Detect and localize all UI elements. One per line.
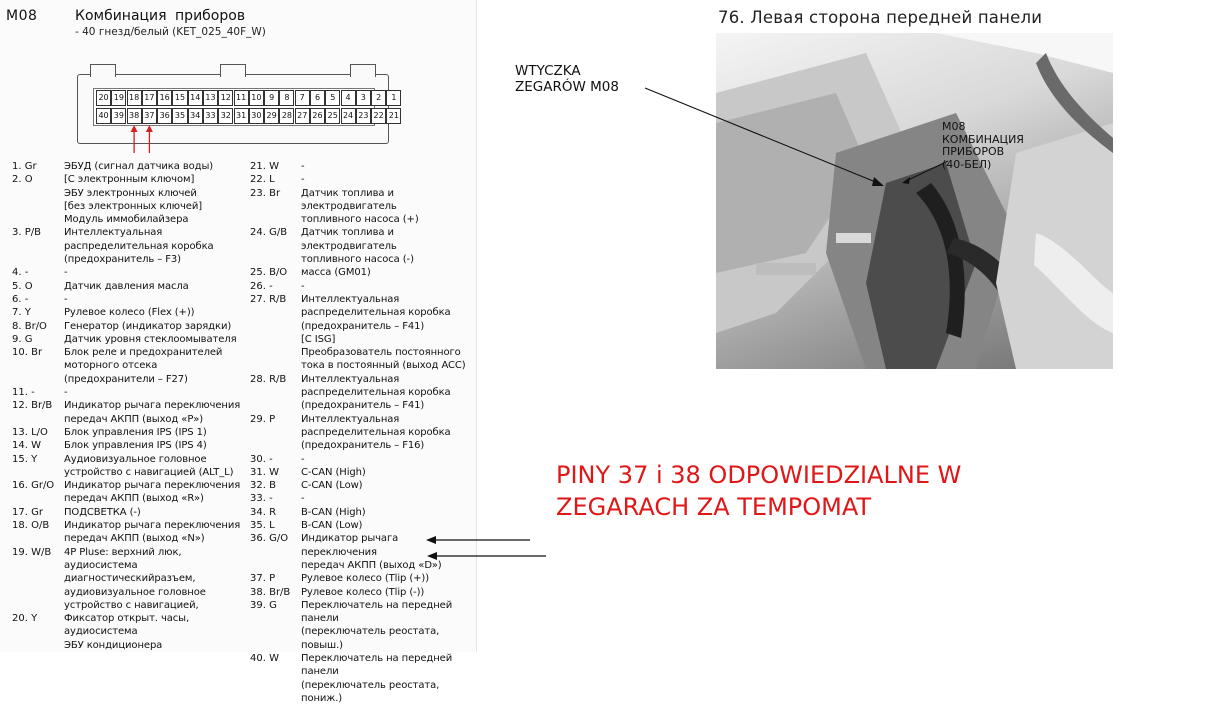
connector-pin: 25 xyxy=(325,108,340,124)
pin-number: 12. Br/B xyxy=(12,400,53,412)
connector-pin: 14 xyxy=(188,90,203,106)
connector-pin: 35 xyxy=(172,108,187,124)
photo-callout-m08: M08 КОМБИНАЦИЯ ПРИБОРОВ (40-БЕЛ) xyxy=(942,120,1024,171)
connector-pin: 4 xyxy=(341,90,356,106)
pin-description: Датчик топлива и электродвигатель топливного насоса (+) xyxy=(301,187,419,226)
connector-pin: 8 xyxy=(279,90,294,106)
connector-pin: 38 xyxy=(127,108,142,124)
pin-number: 14. W xyxy=(12,440,41,452)
pin-number: 4. - xyxy=(12,267,29,279)
pin-number: 35. L xyxy=(250,520,275,532)
pin-entry xyxy=(12,320,252,333)
pin-entry xyxy=(12,426,252,439)
dashboard-photo xyxy=(716,33,1113,369)
pin-entry xyxy=(250,413,476,453)
pin-number: 11. - xyxy=(12,387,35,399)
connector-pin: 40 xyxy=(96,108,111,124)
connector-pin: 32 xyxy=(218,108,233,124)
pin-entry xyxy=(250,173,476,186)
pin-description: B-CAN (High) xyxy=(301,506,366,518)
pin-number: 21. W xyxy=(250,161,279,172)
photo-title: 76. Левая сторона передней панели xyxy=(718,8,1043,27)
pin-number: 40. W xyxy=(250,652,279,664)
pin-description: Интеллектуальная распределительная коробка (предохранитель – F41) xyxy=(301,373,451,412)
connector-pin: 6 xyxy=(310,90,325,106)
pin-number: 26. - xyxy=(250,280,273,292)
pin-entry xyxy=(250,519,476,532)
pin-entry xyxy=(12,306,252,319)
pin-description: B-CAN (Low) xyxy=(301,520,363,532)
connector-pin: 21 xyxy=(386,108,401,124)
pin-entry xyxy=(250,599,476,652)
pin-entry xyxy=(12,479,252,506)
pin-description: 4P Pluse: верхний люк, аудиосистема диагностическийразъем, аудиовизуальное головное устройство с навигацией, xyxy=(64,546,206,611)
pin-entry xyxy=(12,226,252,266)
dashboard-photo-illustration xyxy=(716,33,1113,369)
pin-description: масса (GM01) xyxy=(301,267,371,279)
connector-pin: 16 xyxy=(157,90,172,106)
pin-number: 20. Y xyxy=(12,613,38,625)
connector-pin: 31 xyxy=(234,108,249,124)
pin-number: 19. W/B xyxy=(12,546,52,558)
pin-description: Индикатор рычага переключения передач АКПП (выход «N») xyxy=(64,520,241,545)
pinout-document xyxy=(0,0,477,704)
pin-entry xyxy=(12,386,252,399)
pin-entry xyxy=(12,612,252,652)
connector-pin: 24 xyxy=(341,108,356,124)
pin-row-top xyxy=(96,90,402,106)
pin-entry xyxy=(12,506,252,519)
pin-number: 34. R xyxy=(250,506,277,518)
pin-description: Блок реле и предохранителей моторного отсека (предохранители – F27) xyxy=(64,347,223,385)
pin-number: 10. Br xyxy=(12,347,43,359)
pin-entry xyxy=(12,399,252,426)
connector-pin: 27 xyxy=(295,108,310,124)
pin-entry xyxy=(12,439,252,452)
pin-number: 15. Y xyxy=(12,453,38,465)
pin-description: Интеллектуальная распределительная коробка (предохранитель – F3) xyxy=(64,227,214,266)
pin-number: 3. P/B xyxy=(12,227,41,239)
connector-code: M08 xyxy=(6,8,38,24)
connector-pin: 34 xyxy=(188,108,203,124)
wtyczka-label xyxy=(515,63,619,95)
connector-pin: 22 xyxy=(371,108,386,124)
pin-number: 37. P xyxy=(250,573,276,585)
pin-description: Переключатель на передней панели (переключатель реостата, пониж.) xyxy=(301,652,453,704)
pin-entry xyxy=(250,572,476,585)
pin-description: - xyxy=(64,387,68,399)
pin-number: 9. G xyxy=(12,333,33,345)
connector-pin: 36 xyxy=(157,108,172,124)
connector-pin: 1 xyxy=(386,90,401,106)
connector-pin: 20 xyxy=(96,90,111,106)
pin-description: C-CAN (Low) xyxy=(301,480,363,492)
pin-description: [С электронным ключом] ЭБУ электронных ключей [без электронных ключей] Модуль иммобилайзера xyxy=(64,174,203,226)
pin-number: 36. G/O xyxy=(250,533,289,545)
connector-pin: 37 xyxy=(142,108,157,124)
pin-description: - xyxy=(301,161,305,172)
pin-entry xyxy=(250,586,476,599)
connector-pin: 30 xyxy=(249,108,264,124)
pin-description: Блок управления IPS (IPS 4) xyxy=(64,440,207,452)
pin-entry xyxy=(250,453,476,466)
pin-number: 27. R/B xyxy=(250,293,287,305)
pin-description: C-CAN (High) xyxy=(301,466,366,478)
pin-entry xyxy=(250,187,476,227)
pin-list-right xyxy=(250,160,476,705)
pin-number: 13. L/O xyxy=(12,426,48,438)
connector-pin: 2 xyxy=(371,90,386,106)
pin-number: 23. Br xyxy=(250,187,281,199)
connector-pin: 10 xyxy=(249,90,264,106)
pin-description: ЭБУД (сигнал датчика воды) xyxy=(64,161,214,172)
pin-number: 24. G/B xyxy=(250,227,288,239)
connector-pin: 23 xyxy=(356,108,371,124)
pin-number: 25. B/O xyxy=(250,267,288,279)
pin-entry xyxy=(250,652,476,705)
pin-description: Интеллектуальная распределительная коробка (предохранитель – F41) [С ISG] Преобразователь постоянного тока в постоянный (выход ACC) xyxy=(301,293,466,372)
pin-description: ПОДСВЕТКА (-) xyxy=(64,506,141,518)
connector-pin: 28 xyxy=(279,108,294,124)
connector-pin: 7 xyxy=(295,90,310,106)
pin-entry xyxy=(12,519,252,546)
pin-entry xyxy=(250,492,476,505)
connector-pin: 33 xyxy=(203,108,218,124)
pin-number: 7. Y xyxy=(12,307,31,319)
pin-number: 1. Gr xyxy=(12,161,37,172)
connector-pin: 12 xyxy=(218,90,233,106)
pin-entry xyxy=(12,453,252,480)
pin-description: Индикатор рычага переключения передач АКПП (выход «P») xyxy=(64,400,241,425)
pin-description: Рулевое колесо (Tlip (-)) xyxy=(301,586,425,598)
pin-number: 18. O/B xyxy=(12,520,50,532)
pin-number: 6. - xyxy=(12,293,29,305)
pin-number: 29. P xyxy=(250,413,276,425)
pin-description: Рулевое колесо (Tlip (+)) xyxy=(301,573,430,585)
connector-pin: 19 xyxy=(111,90,126,106)
pin-description: Индикатор рычага переключения передач АКПП (выход «D») xyxy=(301,533,442,571)
pin-number: 8. Br/O xyxy=(12,320,47,332)
connector-pin: 5 xyxy=(325,90,340,106)
connector-pin: 15 xyxy=(172,90,187,106)
pin-entry xyxy=(12,160,252,173)
connector-pin: 18 xyxy=(127,90,142,106)
pin-description: Рулевое колесо (Flex (+)) xyxy=(64,307,195,319)
pin-entry xyxy=(12,546,252,612)
pin-number: 17. Gr xyxy=(12,506,43,518)
pin-number: 39. G xyxy=(250,599,277,611)
pin-description: - xyxy=(301,280,305,292)
pin-description: Блок управления IPS (IPS 1) xyxy=(64,426,207,438)
pin-number: 30. - xyxy=(250,453,273,465)
connector-pin: 11 xyxy=(234,90,249,106)
pin-entry xyxy=(12,346,252,386)
pin-number: 5. O xyxy=(12,280,33,292)
pin-entry xyxy=(12,280,252,293)
connector-latch-left xyxy=(90,64,116,77)
pin-number: 33. - xyxy=(250,493,273,505)
connector-pin: 29 xyxy=(264,108,279,124)
pin-entry xyxy=(250,532,476,572)
pin-row-bottom xyxy=(96,108,402,124)
pin-description: - xyxy=(64,293,68,305)
connector-latch-right xyxy=(350,64,376,77)
pin-entry xyxy=(12,333,252,346)
pin-entry xyxy=(12,293,252,306)
pin-description: Фиксатор открыт. часы, аудиосистема ЭБУ кондиционера xyxy=(64,613,190,651)
pin-entry xyxy=(12,266,252,279)
connector-latch-middle xyxy=(220,64,246,77)
connector-pin: 17 xyxy=(142,90,157,106)
pin-entry xyxy=(250,373,476,413)
pin-description: Интеллектуальная распределительная коробка (предохранитель – F16) xyxy=(301,413,451,452)
connector-pin: 9 xyxy=(264,90,279,106)
pin-description: - xyxy=(64,267,68,279)
pin-entry xyxy=(250,266,476,279)
wtyczka-label-line1: WTYCZKA xyxy=(515,63,581,79)
pin-entry xyxy=(250,226,476,266)
pin-description: Датчик уровня стеклоомывателя xyxy=(64,333,237,345)
connector-pin: 39 xyxy=(111,108,126,124)
pin-entry xyxy=(250,293,476,373)
pin-list-left xyxy=(12,160,252,652)
pin-number: 31. W xyxy=(250,466,279,478)
connector-pin: 26 xyxy=(310,108,325,124)
tempomat-note: PINY 37 i 38 ODPOWIEDZIALNE W ZEGARACH ZA TEMPOMAT xyxy=(556,461,962,521)
pin-description: - xyxy=(301,453,305,465)
pin-number: 32. B xyxy=(250,480,276,492)
pin-description: Генератор (индикатор зарядки) xyxy=(64,320,232,332)
pin-description: Переключатель на передней панели (переключатель реостата, повыш.) xyxy=(301,599,453,651)
connector-diagram xyxy=(72,48,399,144)
pin-entry xyxy=(12,173,252,226)
pin-entry xyxy=(250,280,476,293)
pin-description: Датчик топлива и электродвигатель топливного насоса (-) xyxy=(301,227,414,266)
pin-number: 38. Br/B xyxy=(250,586,291,598)
wtyczka-label-line2: ZEGARÓW M08 xyxy=(515,79,619,95)
pin-description: Датчик давления масла xyxy=(64,280,189,292)
pin-entry xyxy=(250,466,476,479)
connector-title: Комбинация приборов xyxy=(75,8,246,24)
pin-description: Индикатор рычага переключения передач АКПП (выход «R») xyxy=(64,480,241,505)
pin-entry xyxy=(250,506,476,519)
connector-subtitle: - 40 гнезд/белый (KET_025_40F_W) xyxy=(75,26,266,38)
pin-number: 2. O xyxy=(12,174,33,186)
pin-number: 16. Gr/O xyxy=(12,480,55,492)
pin-number: 28. R/B xyxy=(250,373,287,385)
pin-description: - xyxy=(301,493,305,505)
pin-description: Аудиовизуальное головное устройство с навигацией (ALT_L) xyxy=(64,453,234,478)
pin-entry xyxy=(250,479,476,492)
pin-number: 22. L xyxy=(250,174,275,186)
pin-entry xyxy=(250,160,476,173)
pin-description: - xyxy=(301,174,305,186)
connector-pin: 13 xyxy=(203,90,218,106)
connector-pin: 3 xyxy=(356,90,371,106)
